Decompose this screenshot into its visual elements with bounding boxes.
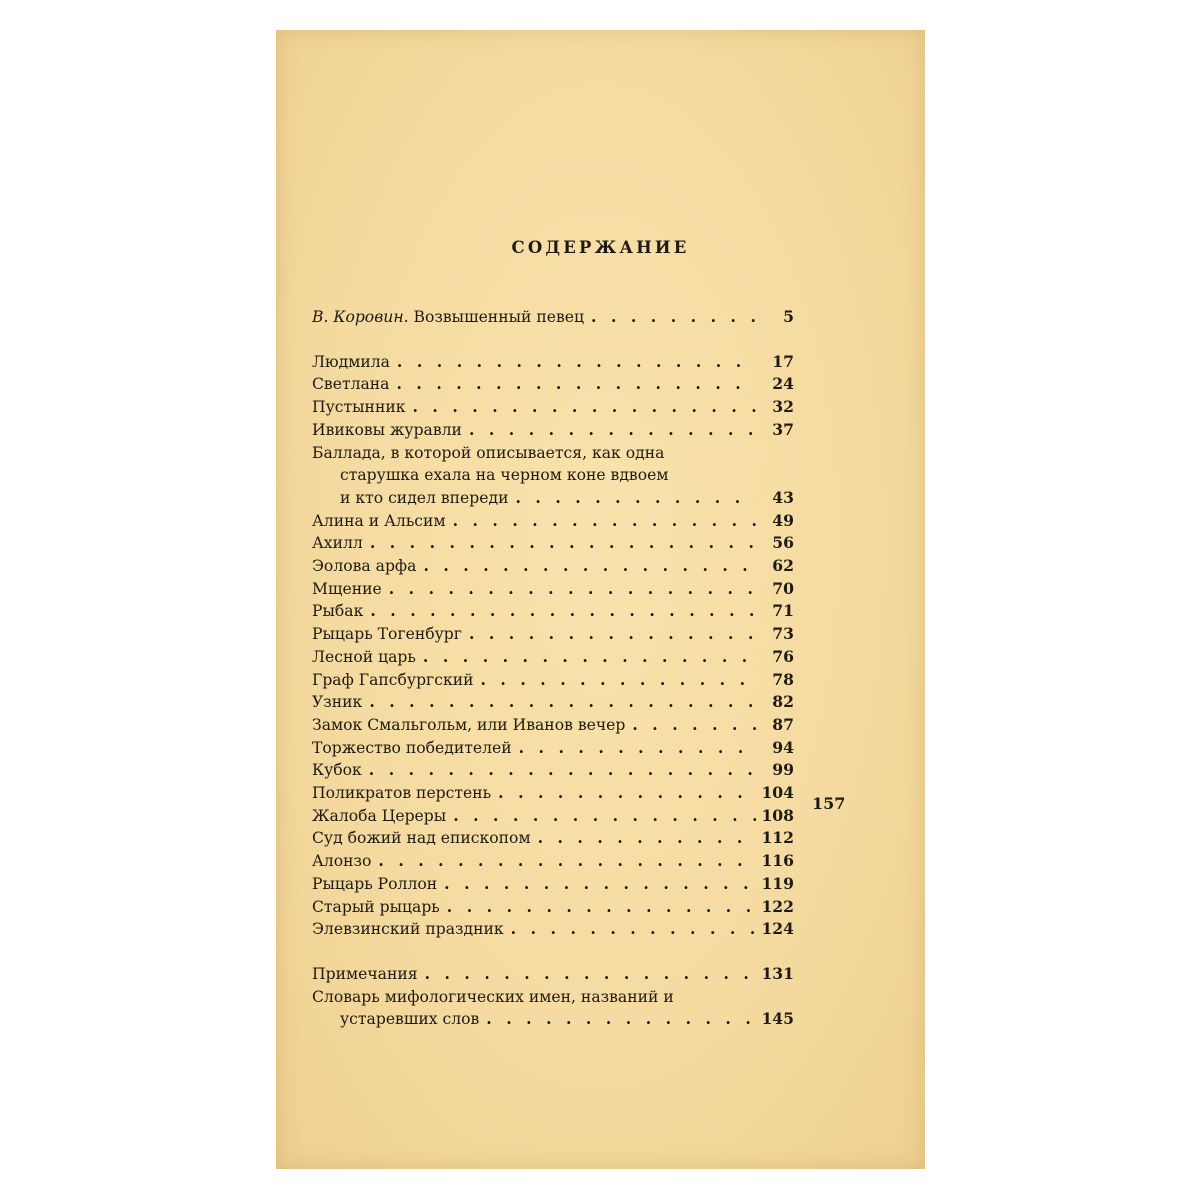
entry-page-number: 32: [772, 397, 794, 417]
contents-entry: [312, 396, 794, 419]
entry-title: и кто сидел впереди: [340, 488, 509, 507]
entry-page-number: 122: [761, 896, 794, 916]
dot-leader: [509, 487, 757, 510]
entry-page-number: 82: [772, 692, 794, 712]
entry-page-number: 24: [772, 374, 794, 394]
entry-title: Алина и Альсим: [312, 511, 446, 530]
dot-leader: [362, 691, 756, 714]
dot-leader: [363, 532, 756, 555]
dot-leader: [371, 850, 756, 873]
contents-entry: [312, 669, 794, 692]
entry-page-number: 70: [772, 578, 794, 598]
dot-leader: [382, 578, 756, 601]
entry-title: Кубок: [312, 761, 362, 780]
dot-leader: [512, 737, 756, 760]
dot-leader: [479, 1008, 756, 1031]
contents-entry: [312, 714, 794, 737]
contents-entry: [312, 373, 794, 396]
entry-title: Словарь мифологических имен, названий и: [312, 987, 674, 1006]
dot-leader: [389, 373, 756, 396]
entry-page-number: 71: [772, 601, 794, 621]
dot-leader: [416, 646, 756, 669]
entry-title: старушка ехала на черном коне вдвоем: [340, 466, 669, 485]
dot-leader: [405, 396, 756, 419]
book-page: [276, 30, 925, 1169]
entry-page-number: 37: [772, 419, 794, 439]
contents-entry: [312, 646, 794, 669]
contents-entry: [312, 623, 794, 646]
contents-entry: [312, 578, 794, 601]
dot-leader: [625, 714, 756, 737]
contents-entry: [312, 419, 794, 442]
entry-title: Примечания: [312, 964, 418, 983]
entry-page-number: 49: [772, 510, 794, 530]
contents-entry: [312, 963, 794, 986]
entry-title: Мщение: [312, 579, 382, 598]
entry-page-number: 73: [772, 624, 794, 644]
contents-entry: [312, 306, 794, 329]
dot-leader: [462, 623, 756, 646]
contents-entry: [312, 737, 794, 760]
entry-page-number: 104: [761, 783, 794, 802]
entry-page-number: 78: [772, 669, 794, 689]
contents-heading: СОДЕРЖАНИЕ: [511, 238, 690, 257]
dot-leader: [491, 782, 756, 805]
entry-title: Рыцарь Роллон: [312, 874, 438, 893]
dot-leader: [390, 351, 756, 374]
entry-title: Светлана: [312, 375, 390, 394]
contents-entry: [312, 827, 794, 850]
contents-entry: [312, 532, 794, 555]
entry-author: В. Коровин.: [312, 308, 409, 326]
entry-title: Жалоба Цереры: [312, 806, 447, 825]
contents-entry: [312, 850, 794, 873]
entry-page-number: 43: [772, 487, 794, 507]
entry-title: Элевзинский праздник: [312, 920, 504, 939]
entry-page-number: 94: [772, 737, 794, 757]
entry-page-number: 112: [761, 828, 794, 848]
entry-page-number: 119: [761, 873, 794, 893]
entry-page-number: 76: [772, 646, 794, 666]
entry-page-number: 131: [761, 963, 794, 983]
dot-leader: [504, 918, 756, 941]
contents-entry: [312, 918, 794, 941]
entry-title: устаревших слов: [340, 1010, 480, 1029]
entry-title: Пустынник: [312, 398, 406, 417]
dot-leader: [474, 669, 757, 692]
page-number: 157: [812, 794, 846, 813]
entry-title: Людмила: [312, 352, 390, 371]
dot-leader: [416, 555, 756, 578]
entry-page-number: 5: [783, 307, 794, 326]
entry-title: Старый рыцарь: [312, 897, 440, 916]
entry-title: Ивиковы журавли: [312, 420, 462, 439]
entry-title: Торжество победителей: [312, 738, 512, 757]
dot-leader: [362, 759, 756, 782]
entry-title: Замок Смальгольм, или Иванов вечер: [312, 715, 626, 734]
entry-title-text: Возвышенный певец: [413, 308, 585, 326]
contents-entry: [312, 691, 794, 714]
entry-page-number: 62: [772, 556, 794, 575]
dot-leader: [437, 873, 756, 896]
entry-title: Алонзо: [312, 852, 372, 871]
dot-leader: [462, 419, 756, 442]
entry-page-number: 87: [772, 714, 794, 734]
entry-page-number: 17: [772, 351, 794, 371]
entry-title: Баллада, в которой описывается, как одна: [312, 443, 665, 462]
entry-title: Лесной царь: [312, 647, 416, 666]
dot-leader: [584, 306, 756, 329]
contents-entry: [312, 986, 794, 1031]
contents-entry: [312, 873, 794, 896]
entry-title: Поликратов перстень: [312, 784, 492, 802]
contents-entry: [312, 442, 794, 510]
entry-page-number: 108: [761, 805, 794, 825]
dot-leader: [363, 600, 756, 623]
entry-title: Узник: [312, 693, 363, 712]
entry-title: Суд божий над епископом: [312, 829, 531, 848]
contents-entry: [312, 805, 794, 828]
dot-leader: [440, 896, 756, 919]
entry-title: Ахилл: [312, 534, 363, 553]
entry-page-number: 145: [761, 1009, 794, 1029]
entry-title: Рыбак: [312, 602, 364, 621]
dot-leader: [531, 827, 756, 850]
contents-entry: [312, 896, 794, 919]
contents-entry: [312, 782, 794, 805]
entry-title: Рыцарь Тогенбург: [312, 625, 462, 644]
entry-title: [312, 306, 584, 329]
entry-page-number: 56: [772, 533, 794, 553]
contents-entry: [312, 351, 794, 374]
contents-entry: [312, 510, 794, 533]
contents-entry: [312, 600, 794, 623]
contents-entry: [312, 555, 794, 578]
entry-page-number: 116: [761, 851, 794, 871]
dot-leader: [418, 963, 756, 986]
dot-leader: [446, 805, 756, 828]
entry-title: Эолова арфа: [312, 557, 417, 575]
contents-entry: [312, 759, 794, 782]
entry-page-number: 124: [761, 919, 794, 939]
entry-title: Граф Гапсбургский: [312, 670, 474, 689]
dot-leader: [446, 510, 756, 533]
entry-page-number: 99: [772, 760, 794, 780]
